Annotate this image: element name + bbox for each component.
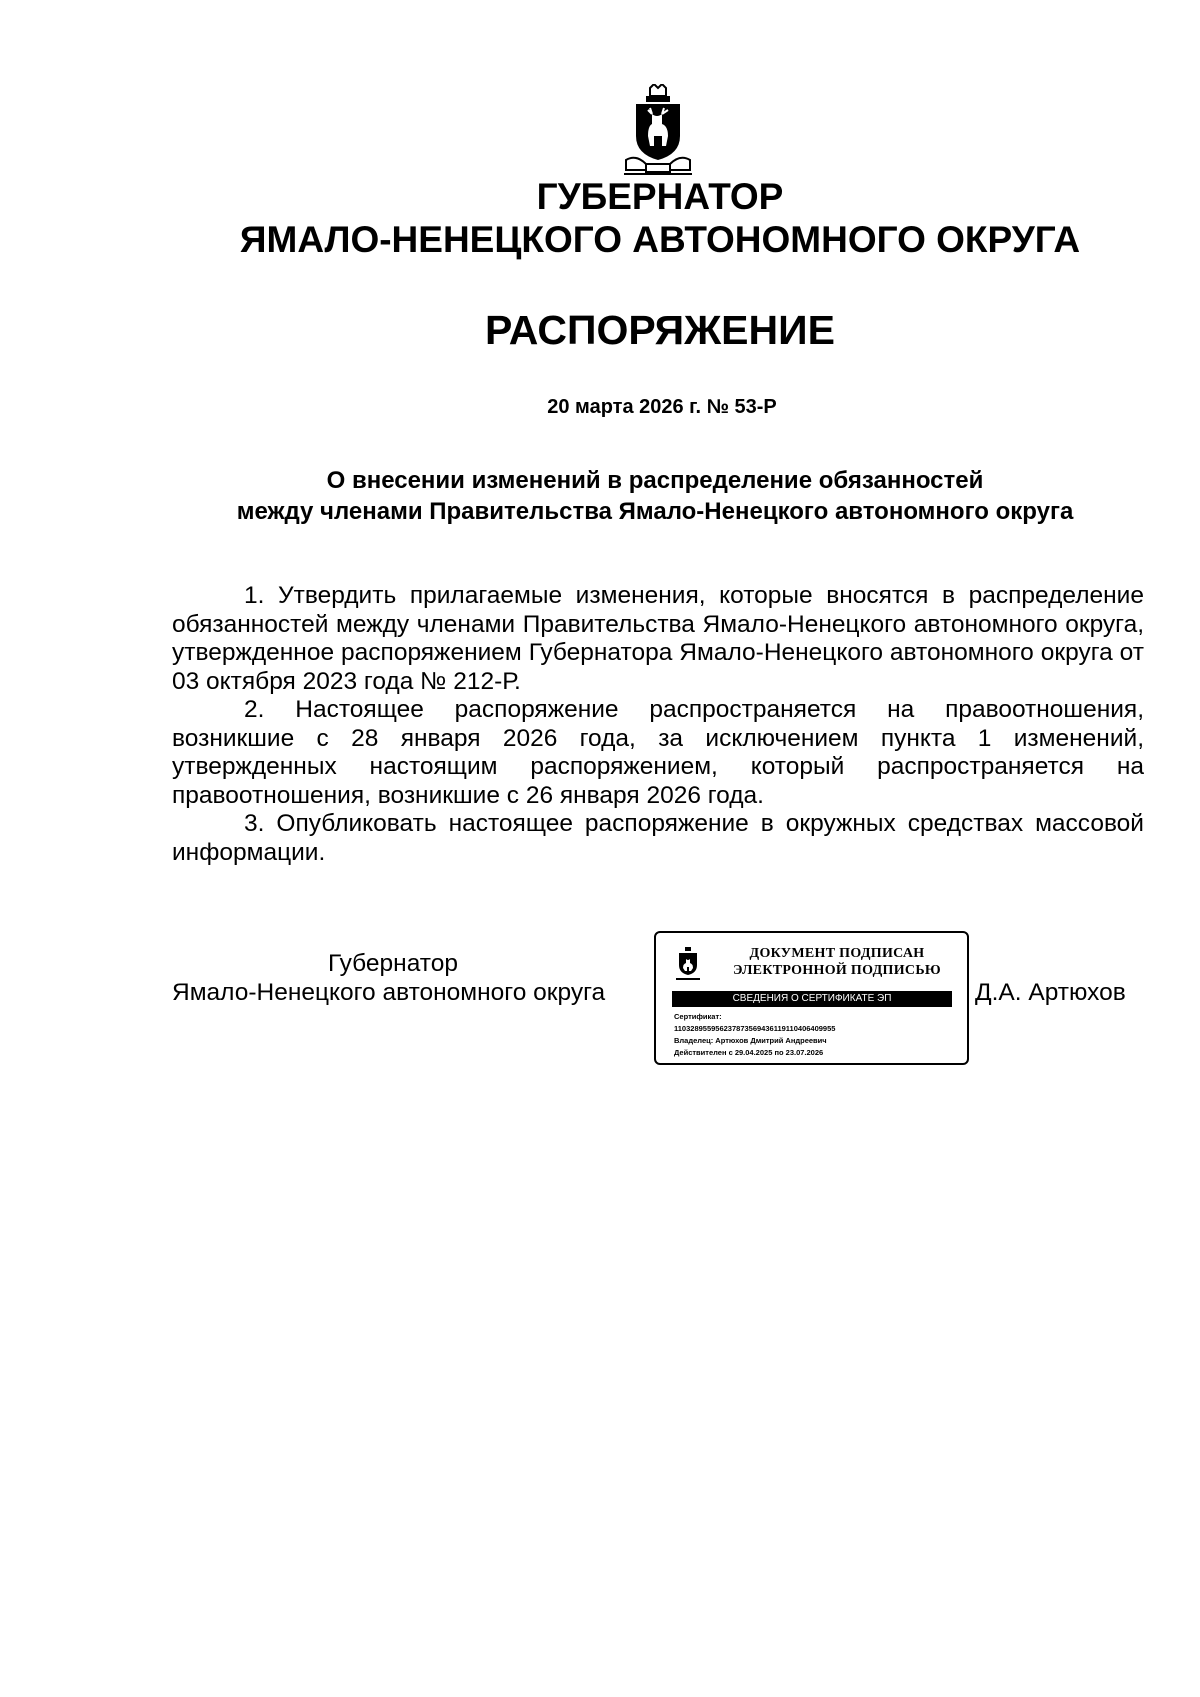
document-body [172, 582, 1144, 867]
certificate-info-bar: СВЕДЕНИЯ О СЕРТИФИКАТЕ ЭП [672, 991, 952, 1007]
certificate-validity: Действителен с 29.04.2025 по 23.07.2026 [674, 1048, 824, 1057]
signatory-role [172, 950, 642, 1007]
document-subject [160, 465, 1150, 527]
electronic-signature-stamp [654, 931, 969, 1065]
document-date-number: 20 марта 2026 г. № 53-Р [547, 396, 777, 418]
body-paragraph: 1. Утвердить прилагаемые изменения, которые вносятся в распределение обязанностей между членами Правительства Ямало-Ненецкого автономного округа, утвержденное распоряжением Губернатора Ямало-Ненецкого автономного округа от 03 октября 2023 года № 212-Р. [172, 582, 1144, 695]
certificate-number: 110328955956237873569436119110406409955 [674, 1024, 836, 1033]
stamp-title [712, 945, 962, 979]
certificate-details [674, 1011, 964, 1059]
stamp-title-line: ДОКУМЕНТ ПОДПИСАН [749, 946, 925, 961]
coat-of-arms-icon [622, 84, 694, 176]
coat-of-arms-icon [676, 947, 700, 981]
subject-line: между членами Правительства Ямало-Ненецкого автономного округа [236, 498, 1074, 525]
authority-region: ЯМАЛО-НЕНЕЦКОГО АВТОНОМНОГО ОКРУГА [239, 219, 1081, 260]
authority-title: ГУБЕРНАТОР [536, 176, 784, 217]
signatory-region: Ямало-Ненецкого автономного округа [172, 978, 606, 1006]
document-type: РАСПОРЯЖЕНИЕ [485, 307, 835, 353]
subject-line: О внесении изменений в распределение обязанностей [326, 467, 984, 494]
body-paragraph: 2. Настоящее распоряжение распространяется на правоотношения, возникшие с 28 января 2026 года, за исключением пункта 1 изменений, утвержденных настоящим распоряжением, который распространяется на правоотношения, возникшие с 26 января 2026 года. [172, 696, 1144, 809]
certificate-owner: Владелец: Артюхов Дмитрий Андреевич [674, 1036, 827, 1045]
stamp-title-line: ЭЛЕКТРОННОЙ ПОДПИСЬЮ [733, 963, 941, 978]
body-paragraph: 3. Опубликовать настоящее распоряжение в окружных средствах массовой информации. [172, 810, 1144, 866]
signatory-title: Губернатор [328, 950, 458, 977]
certificate-label: Сертификат: [674, 1012, 722, 1021]
signatory-name: Д.А. Артюхов [975, 979, 1126, 1006]
